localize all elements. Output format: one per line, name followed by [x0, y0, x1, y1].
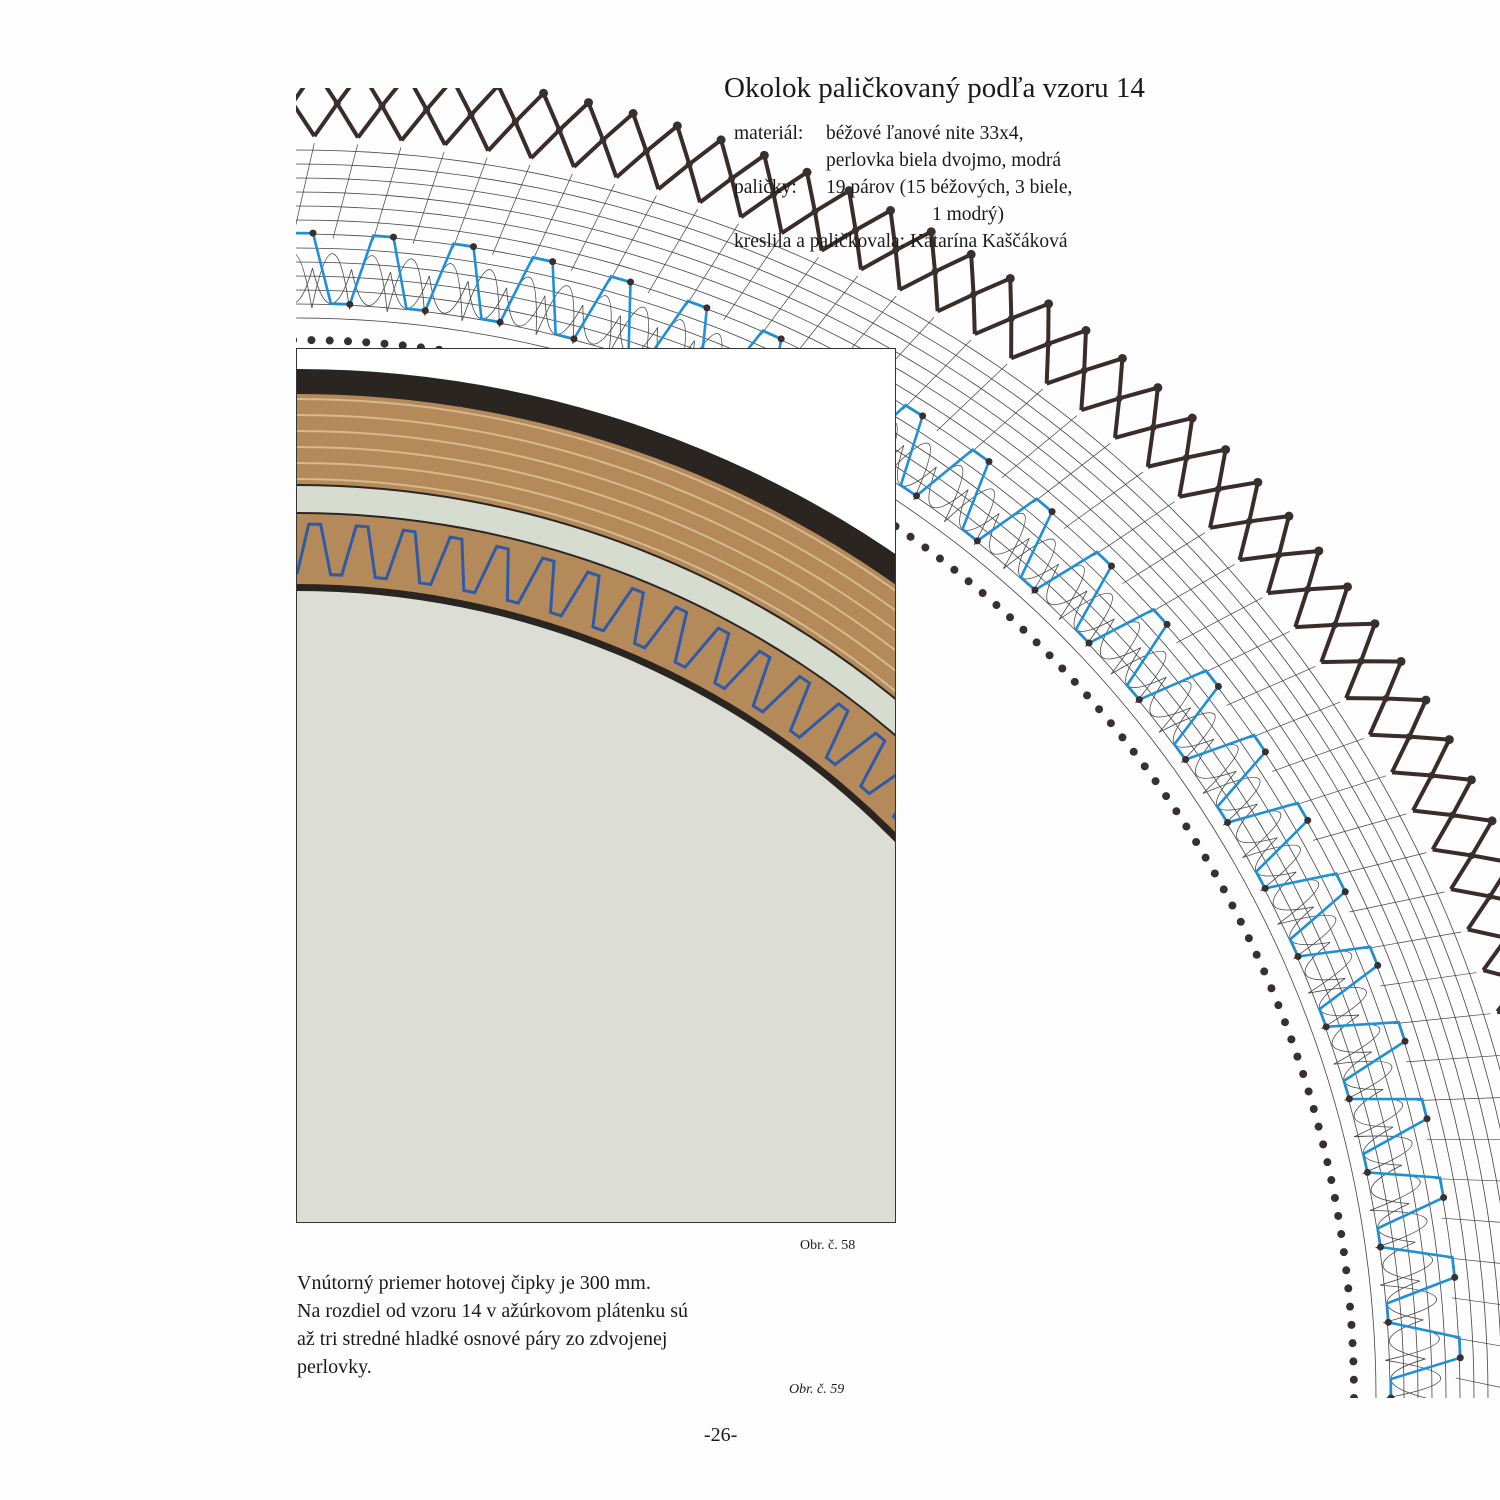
pin-hole: [1357, 658, 1364, 665]
pin-hole: [1293, 1053, 1301, 1061]
pin-hole: [1343, 582, 1352, 591]
pattern-thread: [1442, 1218, 1500, 1225]
pin-hole: [1349, 1339, 1357, 1347]
pin-hole: [1488, 816, 1497, 825]
pin-hole: [629, 109, 638, 118]
lace-photo-image: [297, 349, 895, 1222]
pin-hole: [673, 121, 682, 130]
pin-hole: [1428, 772, 1435, 779]
pattern-loop: [1344, 1052, 1383, 1089]
pin-hole: [1253, 951, 1261, 959]
pin-hole: [1049, 508, 1056, 515]
pin-hole: [1081, 326, 1090, 335]
pattern-thread: [293, 143, 314, 238]
pin-hole: [811, 208, 818, 215]
pin-hole: [760, 151, 769, 160]
pin-hole: [309, 230, 316, 237]
pin-hole: [1019, 626, 1027, 634]
pin-hole: [985, 458, 992, 465]
pattern-loop: [929, 467, 968, 508]
pin-hole: [1153, 383, 1162, 392]
pin-hole: [950, 566, 958, 574]
net-thread: [1483, 970, 1500, 991]
pin-hole: [1202, 854, 1210, 862]
pattern-loop: [1371, 1165, 1409, 1203]
pattern-thread: [1406, 1055, 1500, 1062]
pin-hole: [886, 206, 895, 215]
pin-hole: [919, 412, 926, 419]
pin-hole: [468, 111, 475, 118]
pin-hole: [357, 67, 366, 76]
pin-hole: [549, 258, 556, 265]
pin-hole: [1058, 664, 1066, 672]
bobbins-value-line2: 1 modrý): [932, 204, 1005, 225]
pattern-thread: [373, 147, 401, 240]
pattern-thread: [1293, 776, 1386, 806]
pattern-loop: [1223, 811, 1280, 858]
pin-hole: [1086, 639, 1093, 646]
pattern-thread: [1094, 502, 1175, 556]
pin-hole: [965, 577, 973, 585]
pin-hole: [1150, 424, 1157, 431]
pin-hole: [1388, 1395, 1395, 1402]
pin-hole: [334, 100, 341, 107]
pin-hole: [1337, 1230, 1345, 1238]
pin-hole: [1192, 838, 1200, 846]
pin-hole: [1457, 1354, 1464, 1361]
pattern-thread: [1349, 892, 1444, 912]
pin-hole: [1467, 775, 1476, 784]
pin-hole: [1342, 1266, 1350, 1274]
pin-hole: [1006, 613, 1014, 621]
pattern-thread: [492, 165, 529, 255]
pattern-thread: [1176, 598, 1262, 643]
pattern-loop: [545, 296, 583, 335]
description-line: až tri stredné hladké osnové páry zo zdvojenej: [297, 1328, 668, 1350]
pin-hole: [1006, 274, 1015, 283]
pin-hole: [1364, 1169, 1371, 1176]
pattern-thread: [1456, 1378, 1500, 1398]
pin-hole: [1486, 893, 1493, 900]
pin-hole: [1331, 621, 1338, 628]
pin-hole: [470, 243, 477, 250]
pin-hole: [1346, 1095, 1353, 1102]
pin-hole: [1323, 1023, 1330, 1030]
pattern-thread: [1417, 1097, 1500, 1100]
pin-hole: [1183, 454, 1190, 461]
pin-hole: [979, 589, 987, 597]
pin-hole: [494, 81, 503, 90]
pin-hole: [627, 279, 634, 286]
pattern-loop: [274, 253, 312, 308]
pattern-loop: [1273, 872, 1314, 910]
pin-hole: [1033, 638, 1041, 646]
pin-hole: [344, 337, 352, 345]
pin-hole: [403, 70, 412, 79]
pin-hole: [1262, 748, 1269, 755]
pin-hole: [1130, 748, 1138, 756]
pin-hole: [1284, 512, 1293, 521]
bobbins-value-line1: 19 párov (15 béžových, 3 biele,: [826, 177, 1073, 198]
pin-hole: [1331, 1194, 1339, 1202]
pin-hole: [1118, 354, 1127, 363]
description-line: Na rozdiel od vzoru 14 v ažúrkovom plátenku sú: [297, 1300, 689, 1322]
pin-hole: [584, 98, 593, 107]
pattern-thread: [610, 196, 657, 281]
pattern-thread: [1272, 738, 1364, 771]
pin-hole: [686, 161, 693, 168]
pin-hole: [1287, 1035, 1295, 1043]
description-text: [297, 1269, 688, 1381]
pattern-thread: [761, 257, 819, 335]
pattern-thread: [970, 389, 1043, 454]
pin-hole: [1346, 1303, 1354, 1311]
pattern-loop: [312, 268, 351, 304]
pin-hole: [717, 135, 726, 144]
pin-hole: [1315, 1123, 1323, 1131]
material-value-line1: béžové ľanové nite 33x4,: [826, 123, 1024, 144]
pin-hole: [512, 118, 519, 125]
lace-photograph: [296, 348, 896, 1223]
pin-hole: [1221, 445, 1230, 454]
pattern-loop: [507, 288, 545, 326]
pin-hole: [1342, 888, 1349, 895]
pattern-loop: [1378, 1204, 1416, 1243]
pin-hole: [907, 533, 915, 541]
pin-hole: [1245, 934, 1253, 942]
pin-hole: [289, 100, 296, 107]
pin-hole: [1141, 762, 1149, 770]
pin-hole: [497, 319, 504, 326]
pin-hole: [1370, 619, 1379, 628]
pattern-loop: [1159, 713, 1215, 763]
pin-hole: [1350, 1394, 1358, 1402]
pattern-loop: [273, 268, 312, 303]
pattern-loop: [1150, 677, 1191, 717]
pin-hole: [1008, 315, 1015, 322]
pin-hole: [1344, 1284, 1352, 1292]
pattern-thread: [1448, 1258, 1500, 1268]
pin-hole: [1220, 885, 1228, 893]
pin-hole: [1118, 733, 1126, 741]
pin-hole: [1374, 962, 1381, 969]
pin-hole: [974, 537, 981, 544]
pin-hole: [1304, 817, 1311, 824]
pin-hole: [1397, 657, 1406, 666]
pin-hole: [1260, 967, 1268, 975]
pin-hole: [1108, 563, 1115, 570]
pin-hole: [1334, 1212, 1342, 1220]
pattern-loop: [1354, 1089, 1393, 1127]
pin-hole: [921, 544, 929, 552]
pin-hole: [1237, 918, 1245, 926]
pin-hole: [1319, 1140, 1327, 1148]
pin-hole: [311, 66, 320, 75]
pin-hole: [1071, 678, 1079, 686]
pattern-thread: [1227, 666, 1316, 705]
pin-hole: [1275, 551, 1282, 558]
net-thread: [1468, 929, 1500, 947]
pattern-loop: [352, 269, 391, 305]
pin-hole: [1402, 1038, 1409, 1045]
pin-hole: [1032, 586, 1039, 593]
pin-hole: [307, 336, 315, 344]
pin-hole: [1323, 1158, 1331, 1166]
pattern-loop: [1363, 1127, 1402, 1165]
pin-hole: [643, 148, 650, 155]
pin-hole: [778, 335, 785, 342]
material-value-line2: perlovka biela dvojmo, modrá: [826, 150, 1062, 171]
pin-hole: [1304, 586, 1311, 593]
pattern-thread: [686, 224, 738, 306]
pin-hole: [1215, 683, 1222, 690]
pin-hole: [1349, 1357, 1357, 1365]
pin-hole: [1310, 1105, 1318, 1113]
pin-hole: [1188, 414, 1197, 423]
pattern-thread: [937, 364, 1007, 431]
pin-hole: [1081, 367, 1088, 374]
description-line: perlovky.: [297, 1356, 372, 1378]
pin-hole: [1083, 691, 1091, 699]
pin-hole: [1046, 651, 1054, 659]
pin-hole: [346, 301, 353, 308]
pin-hole: [1377, 1244, 1384, 1251]
pin-hole: [1281, 1018, 1289, 1026]
pin-hole: [931, 268, 938, 275]
pin-hole: [1347, 1321, 1355, 1329]
pattern-loop: [1255, 838, 1296, 876]
pin-hole: [703, 304, 710, 311]
pin-hole: [381, 340, 389, 348]
pattern-loop: [1173, 708, 1214, 747]
pattern-loop: [1126, 648, 1167, 688]
pattern-thread: [333, 145, 358, 239]
pattern-thread: [1313, 814, 1407, 841]
pattern-thread: [1365, 932, 1461, 949]
pattern-thread: [1452, 1298, 1500, 1311]
pin-hole: [1295, 953, 1302, 960]
pattern-thread: [532, 174, 573, 262]
pattern-thread: [1202, 631, 1290, 673]
pin-hole: [1228, 902, 1236, 910]
pin-hole: [1350, 1376, 1358, 1384]
pattern-thread: [1002, 416, 1077, 478]
pattern-loop: [583, 305, 621, 344]
pin-hole: [970, 291, 977, 298]
pattern-thread: [1064, 472, 1143, 529]
pattern-thread: [648, 209, 697, 293]
pin-hole: [1382, 695, 1389, 702]
net-thread: [269, 70, 314, 136]
pin-hole: [1385, 1319, 1392, 1326]
pattern-loop: [429, 276, 468, 313]
pin-hole: [1246, 518, 1253, 525]
pin-hole: [1314, 546, 1323, 555]
pin-hole: [1152, 777, 1160, 785]
pin-hole: [1327, 1176, 1335, 1184]
pin-hole: [1116, 395, 1123, 402]
pin-hole: [271, 336, 279, 344]
pin-hole: [1095, 705, 1103, 713]
pin-hole: [1224, 819, 1231, 826]
page-number: -26-: [704, 1424, 738, 1446]
pin-hole: [271, 300, 278, 307]
pin-hole: [1421, 696, 1430, 705]
material-label: materiál:: [734, 123, 804, 144]
pin-hole: [539, 89, 548, 98]
pin-hole: [1424, 1115, 1431, 1122]
pattern-caption: Obr. č. 59: [789, 1382, 845, 1397]
pin-hole: [390, 234, 397, 241]
pin-hole: [803, 168, 812, 177]
pin-hole: [1274, 1001, 1282, 1009]
author-credit: kreslila a paličkovala: Katarína Kaščáková: [734, 231, 1068, 252]
pattern-thread: [797, 276, 858, 352]
pattern-loop: [468, 281, 507, 319]
pin-hole: [1262, 885, 1269, 892]
pin-hole: [362, 338, 370, 346]
pin-hole: [936, 555, 944, 563]
net-thread: [1433, 850, 1500, 863]
pin-hole: [1253, 478, 1262, 487]
description-line: Vnútorný priemer hotovej čipky je 300 mm.: [297, 1272, 651, 1294]
pin-hole: [1182, 823, 1190, 831]
pin-hole: [1299, 1070, 1307, 1078]
pattern-loop: [1290, 907, 1330, 945]
pin-hole: [423, 106, 430, 113]
pin-hole: [992, 601, 1000, 609]
pin-hole: [1305, 1087, 1313, 1095]
pin-hole: [1182, 756, 1189, 763]
pin-hole: [1440, 1194, 1447, 1201]
pin-hole: [1162, 792, 1170, 800]
pin-hole: [1211, 869, 1219, 877]
pin-hole: [1172, 807, 1180, 815]
pin-hole: [1267, 984, 1275, 992]
pin-hole: [1164, 621, 1171, 628]
pin-hole: [1340, 1248, 1348, 1256]
pin-hole: [1044, 299, 1053, 308]
pin-hole: [1449, 812, 1456, 819]
pin-hole: [448, 75, 457, 84]
pin-hole: [378, 102, 385, 109]
pin-hole: [1468, 852, 1475, 859]
pin-hole: [600, 136, 607, 143]
pin-hole: [1406, 733, 1413, 740]
pin-hole: [326, 337, 334, 345]
pin-hole: [556, 127, 563, 134]
pin-hole: [1107, 719, 1115, 727]
pin-hole: [913, 492, 920, 499]
pin-hole: [1215, 485, 1222, 492]
pattern-thread: [1150, 565, 1234, 613]
pin-hole: [1445, 735, 1454, 744]
pin-hole: [570, 335, 577, 342]
pin-hole: [422, 307, 429, 314]
photo-caption: Obr. č. 58: [800, 1238, 856, 1253]
pin-hole: [1045, 340, 1052, 347]
pin-hole: [1136, 696, 1143, 703]
pin-hole: [289, 336, 297, 344]
pin-hole: [1451, 1274, 1458, 1281]
bobbins-label: paličky:: [734, 177, 797, 198]
page-title: Okolok paličkovaný podľa vzoru 14: [724, 72, 1145, 104]
